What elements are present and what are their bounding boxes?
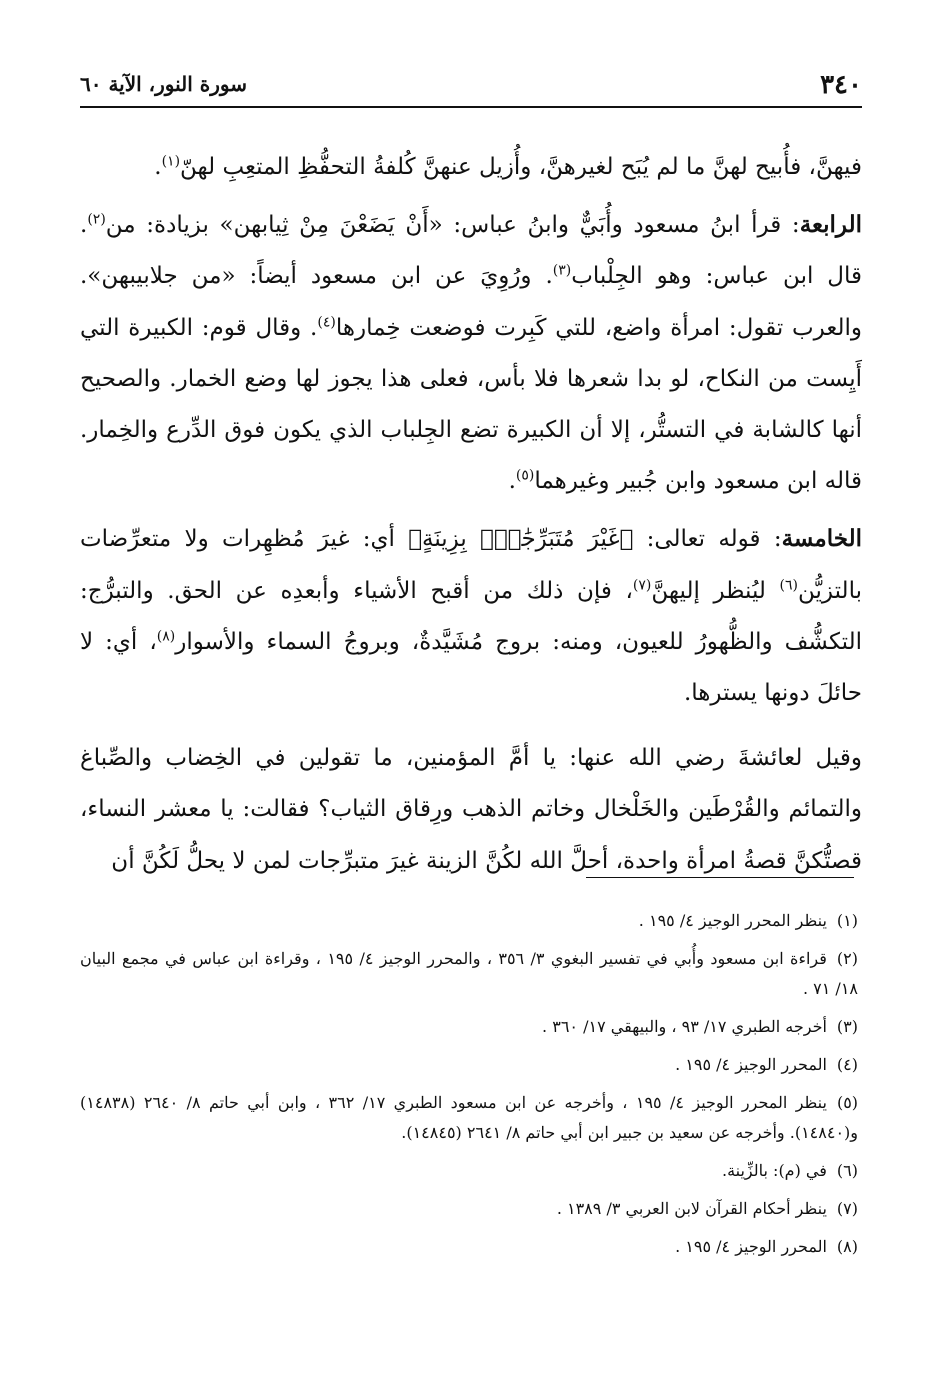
- footnote-item: [80, 1156, 858, 1186]
- footnote-number: (١): [836, 911, 858, 930]
- paragraph-text: وقيل لعائشةَ رضي الله عنها: يا أمَّ المؤمنين، ما تقولين في الخِضاب والصِّباغ والتمائم والقُرْطَين والخَلْخال وخاتم الذهب ورِقاق الثياب؟ فقالت: يا معشر النساء، قصتُّكنَّ قصةُ امرأة واحدة، أحلَّ الله لكُنَّ الزينة غيرَ متبرِّجات لمن لا يحلُّ لَكُنَّ أن: [80, 745, 862, 874]
- footnote-text: قراءة ابن مسعود وأُبي في تفسير البغوي ٣/ ٣٥٦ ، والمحرر الوجيز ٤/ ١٩٥ ، وقراءة ابن عباس في مجمع البيان ١٨/ ٧١ .: [80, 949, 858, 998]
- footnote-text: المحرر الوجيز ٤/ ١٩٥ .: [675, 1055, 827, 1074]
- footnote-ref: (١): [161, 153, 181, 170]
- footnote-number: (٦): [836, 1161, 858, 1180]
- footnote-item: [80, 906, 858, 936]
- footnote-ref: (٢): [87, 211, 106, 228]
- footnote-item: [80, 1050, 858, 1080]
- footnote-ref: (٥): [515, 467, 535, 484]
- footnote-ref: (٤): [317, 313, 336, 330]
- paragraph-text: : قرأ ابنُ مسعود وأُبَيٌّ وابنُ عباس: «أَنْ يَضَعْنَ مِنْ ثِيابهن» بزيادة: من: [105, 212, 800, 239]
- footnote-ref: (٨): [156, 628, 176, 645]
- paragraph-continuation: [80, 142, 862, 193]
- footnote-item: [80, 1194, 858, 1224]
- section-label: الخامسة: [781, 525, 862, 553]
- footnote-number: (٢): [836, 949, 858, 968]
- footnote-item: [80, 1012, 858, 1042]
- paragraph-text: ليُنظر إليهنَّ: [651, 577, 780, 604]
- paragraph-text: فيهنَّ، فأُبيح لهنَّ ما لم يُبَح لغيرهنَّ، وأُزيل عنهنَّ كُلفةُ التحفُّظِ المتعِبِ لهنّ: [180, 154, 862, 180]
- footnote-text: أخرجه الطبري ١٧/ ٩٣ ، والبيهقي ١٧/ ٣٦٠ .: [542, 1017, 827, 1036]
- main-text: [80, 142, 862, 887]
- footnotes-rule: [586, 877, 854, 878]
- paragraph-text: : قوله تعالى: ﴿غَيْرَ مُتَبَرِّجَٰتِۭ بِزِينَةٍ﴾ أي: غيرَ مُظهِرات ولا متعرِّضات بالتزيُّن: [80, 526, 862, 604]
- paragraph-fifth: [80, 513, 862, 719]
- surah-title: سورة النور، الآية ٦٠: [80, 72, 247, 96]
- paragraph-text: . ورُوِيَ عن ابن مسعود أيضاً: «من جلابيبهن». والعرب تقول: امرأة واضع، للتي كَبِرت فوضعت خِمارها: [80, 263, 862, 341]
- footnote-text: في (م): بالزِّينة.: [721, 1161, 827, 1180]
- paragraph-text: . قال ابن عباس: وهو الجِلْباب: [80, 212, 862, 290]
- paragraph-aisha: [80, 733, 862, 887]
- footnote-item: [80, 1232, 858, 1262]
- footnote-number: (٤): [836, 1055, 858, 1074]
- footnotes: [80, 906, 858, 1270]
- footnote-item: [80, 1088, 858, 1148]
- paragraph-text: ، أي: لا حائلَ دونها يسترها.: [80, 628, 862, 707]
- page-header: [80, 68, 862, 104]
- footnote-text: ينظر المحرر الوجيز ٤/ ١٩٥ .: [638, 911, 827, 930]
- footnote-text: ينظر أحكام القرآن لابن العربي ٣/ ١٣٨٩ .: [556, 1199, 827, 1218]
- footnote-ref: (٦): [779, 576, 799, 593]
- footnote-ref: (٣): [552, 262, 572, 279]
- footnote-text: المحرر الوجيز ٤/ ١٩٥ .: [675, 1237, 827, 1256]
- page-number: ٣٤٠: [820, 70, 862, 100]
- section-label: الرابعة: [799, 211, 862, 239]
- footnote-text: ينظر المحرر الوجيز ٤/ ١٩٥ ، وأخرجه عن ابن مسعود الطبري ١٧/ ٣٦٢ ، وابن أبي حاتم ٨/ ٢٦٤٠ (١٤٨٣٨) و(١٤٨٤٠). وأخرجه عن سعيد بن جبير ابن أبي حاتم ٨/ ٢٦٤١ (١٤٨٤٥).: [80, 1093, 858, 1142]
- paragraph-end: .: [508, 468, 516, 495]
- paragraph-fourth: [80, 199, 862, 507]
- paragraph-end: .: [154, 154, 162, 180]
- footnote-item: [80, 944, 858, 1004]
- footnote-number: (٨): [836, 1237, 858, 1256]
- footnote-ref: (٧): [632, 576, 652, 593]
- paragraph-text: . وقال قوم: الكبيرة التي أَيِست من النكاح، لو بدا شعرها فلا بأس، فعلى هذا يجوز لها وضع الخمار. والصحيح أنها كالشابة في التستُّر، إلا أن الكبيرة تضع الجِلباب الذي يكون فوق الدِّرع والخِمار. قاله ابن مسعود وابن جُبير وغيرهما: [80, 314, 862, 495]
- paragraph-text: ، فإن ذلك من أقبح الأشياء وأبعدِه عن الحق. والتبرُّج: التكشُّف والظُّهورُ للعيون، ومنه: بروج مُشَيَّدةٌ، وبروجُ السماء والأسوار: [80, 577, 862, 655]
- footnote-number: (٧): [836, 1199, 858, 1218]
- footnote-number: (٥): [836, 1093, 859, 1112]
- header-rule: [80, 106, 862, 108]
- footnote-number: (٣): [836, 1017, 858, 1036]
